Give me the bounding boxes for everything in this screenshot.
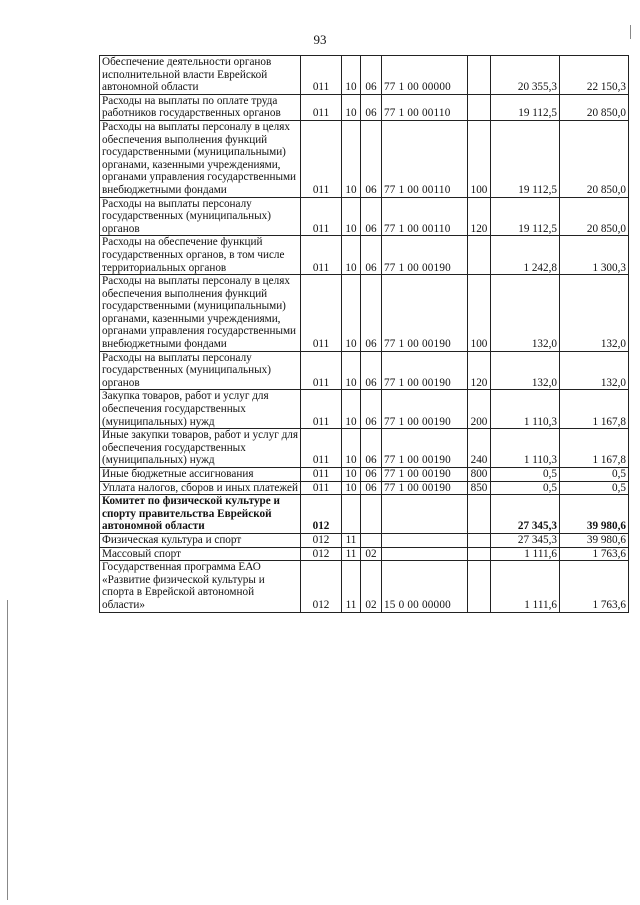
row-section-cell: 10 [342,481,361,495]
row-admin-code-cell: 011 [301,197,342,236]
row-subsection-cell: 06 [361,429,382,468]
row-amount-year1-cell: 0,5 [491,481,560,495]
row-admin-code-cell: 011 [301,56,342,95]
row-amount-year2-cell: 132,0 [560,275,629,352]
row-expense-type-cell [468,94,491,120]
row-target-article-cell [382,495,468,534]
row-expense-type-cell: 100 [468,120,491,197]
row-section-cell: 11 [342,533,361,547]
row-section-cell: 10 [342,390,361,429]
row-section-cell: 10 [342,120,361,197]
row-subsection-cell: 06 [361,197,382,236]
row-subsection-cell: 06 [361,275,382,352]
row-name-cell: Расходы на выплаты персоналу государственных (муниципальных) органов [100,351,301,390]
row-section-cell: 10 [342,351,361,390]
row-expense-type-cell: 850 [468,481,491,495]
row-name-cell: Закупка товаров, работ и услуг для обеспечения государственных (муниципальных) нужд [100,390,301,429]
row-amount-year2-cell: 20 850,0 [560,120,629,197]
row-expense-type-cell [468,547,491,561]
row-amount-year1-cell: 19 112,5 [491,94,560,120]
row-name-cell: Иные бюджетные ассигнования [100,468,301,482]
row-admin-code-cell: 011 [301,481,342,495]
row-name-cell: Государственная программа ЕАО «Развитие физической культуры и спорта в Еврейской автономной области» [100,561,301,612]
row-admin-code-cell: 012 [301,547,342,561]
row-expense-type-cell [468,236,491,275]
row-amount-year2-cell: 22 150,3 [560,56,629,95]
row-section-cell: 11 [342,547,361,561]
row-admin-code-cell: 011 [301,94,342,120]
table-row [100,429,629,468]
row-amount-year1-cell: 1 242,8 [491,236,560,275]
table-row [100,236,629,275]
row-subsection-cell: 06 [361,351,382,390]
row-subsection-cell: 02 [361,561,382,612]
row-amount-year2-cell: 1 763,6 [560,547,629,561]
row-target-article-cell: 77 1 00 00190 [382,390,468,429]
row-admin-code-cell: 011 [301,275,342,352]
row-section-cell [342,495,361,534]
row-amount-year2-cell: 1 167,8 [560,429,629,468]
table-row [100,197,629,236]
row-section-cell: 10 [342,236,361,275]
table-row [100,390,629,429]
row-amount-year1-cell: 132,0 [491,275,560,352]
row-admin-code-cell: 011 [301,468,342,482]
table-row [100,547,629,561]
table-row [100,561,629,612]
row-name-cell: Уплата налогов, сборов и иных платежей [100,481,301,495]
row-name-cell: Расходы на выплаты по оплате труда работников государственных органов [100,94,301,120]
row-amount-year1-cell: 1 110,3 [491,429,560,468]
row-amount-year1-cell: 19 112,5 [491,120,560,197]
row-name-cell: Расходы на выплаты персоналу в целях обеспечения выполнения функций государственными (муниципальными) органами, казенными учреждениями, органами управления государственными внебюджетными фондами [100,275,301,352]
row-target-article-cell: 77 1 00 00190 [382,236,468,275]
row-section-cell: 10 [342,275,361,352]
row-amount-year1-cell: 1 111,6 [491,561,560,612]
row-amount-year2-cell: 1 300,3 [560,236,629,275]
row-amount-year2-cell: 1 167,8 [560,390,629,429]
row-name-cell: Обеспечение деятельности органов исполнительной власти Еврейской автономной области [100,56,301,95]
row-amount-year1-cell: 20 355,3 [491,56,560,95]
row-expense-type-cell: 200 [468,390,491,429]
row-expense-type-cell [468,56,491,95]
row-subsection-cell: 06 [361,468,382,482]
row-section-cell: 10 [342,94,361,120]
row-name-cell: Массовый спорт [100,547,301,561]
table-row [100,94,629,120]
row-section-cell: 10 [342,468,361,482]
row-amount-year2-cell: 1 763,6 [560,561,629,612]
row-amount-year1-cell: 0,5 [491,468,560,482]
row-target-article-cell: 77 1 00 00110 [382,94,468,120]
row-expense-type-cell: 120 [468,197,491,236]
row-subsection-cell [361,495,382,534]
row-expense-type-cell: 100 [468,275,491,352]
row-amount-year1-cell: 19 112,5 [491,197,560,236]
row-target-article-cell: 77 1 00 00190 [382,468,468,482]
row-amount-year2-cell: 20 850,0 [560,197,629,236]
row-admin-code-cell: 012 [301,495,342,534]
row-expense-type-cell: 800 [468,468,491,482]
row-name-cell: Иные закупки товаров, работ и услуг для обеспечения государственных (муниципальных) нужд [100,429,301,468]
table-row [100,120,629,197]
row-expense-type-cell: 240 [468,429,491,468]
row-subsection-cell: 06 [361,481,382,495]
row-amount-year1-cell: 1 110,3 [491,390,560,429]
table-row [100,468,629,482]
row-section-cell: 10 [342,56,361,95]
row-subsection-cell: 06 [361,120,382,197]
budget-table [99,55,629,613]
table-row [100,275,629,352]
row-subsection-cell: 06 [361,236,382,275]
row-section-cell: 10 [342,197,361,236]
row-target-article-cell: 15 0 00 00000 [382,561,468,612]
row-amount-year2-cell: 20 850,0 [560,94,629,120]
row-subsection-cell: 06 [361,94,382,120]
row-target-article-cell: 77 1 00 00190 [382,275,468,352]
row-subsection-cell: 02 [361,547,382,561]
row-admin-code-cell: 011 [301,351,342,390]
row-name-cell: Расходы на выплаты персоналу в целях обеспечения выполнения функций государственными (муниципальными) органами, казенными учреждениями, органами управления государственными внебюджетными фондами [100,120,301,197]
page-number: 93 [313,32,327,47]
row-section-cell: 11 [342,561,361,612]
scan-mark-left [7,600,8,900]
row-target-article-cell: 77 1 00 00000 [382,56,468,95]
row-target-article-cell: 77 1 00 00190 [382,429,468,468]
row-amount-year2-cell: 39 980,6 [560,533,629,547]
table-row [100,495,629,534]
row-admin-code-cell: 011 [301,429,342,468]
row-expense-type-cell: 120 [468,351,491,390]
row-target-article-cell: 77 1 00 00110 [382,197,468,236]
row-admin-code-cell: 011 [301,390,342,429]
row-expense-type-cell [468,561,491,612]
row-expense-type-cell [468,495,491,534]
row-name-cell: Расходы на выплаты персоналу государственных (муниципальных) органов [100,197,301,236]
row-amount-year1-cell: 1 111,6 [491,547,560,561]
row-admin-code-cell: 011 [301,236,342,275]
row-target-article-cell: 77 1 00 00190 [382,481,468,495]
table-row [100,533,629,547]
row-subsection-cell: 06 [361,56,382,95]
row-amount-year1-cell: 27 345,3 [491,495,560,534]
row-amount-year2-cell: 132,0 [560,351,629,390]
row-subsection-cell [361,533,382,547]
row-target-article-cell: 77 1 00 00110 [382,120,468,197]
row-expense-type-cell [468,533,491,547]
row-amount-year1-cell: 132,0 [491,351,560,390]
table-row [100,56,629,95]
row-target-article-cell [382,533,468,547]
row-amount-year2-cell: 0,5 [560,468,629,482]
table-row [100,351,629,390]
table-row [100,481,629,495]
row-amount-year2-cell: 0,5 [560,481,629,495]
row-amount-year2-cell: 39 980,6 [560,495,629,534]
row-name-cell: Комитет по физической культуре и спорту правительства Еврейской автономной области [100,495,301,534]
row-admin-code-cell: 012 [301,533,342,547]
row-subsection-cell: 06 [361,390,382,429]
row-target-article-cell: 77 1 00 00190 [382,351,468,390]
row-amount-year1-cell: 27 345,3 [491,533,560,547]
row-admin-code-cell: 011 [301,120,342,197]
row-section-cell: 10 [342,429,361,468]
scan-mark-right [630,25,631,39]
row-target-article-cell [382,547,468,561]
row-admin-code-cell: 012 [301,561,342,612]
row-name-cell: Расходы на обеспечение функций государственных органов, в том числе территориальных органов [100,236,301,275]
row-name-cell: Физическая культура и спорт [100,533,301,547]
